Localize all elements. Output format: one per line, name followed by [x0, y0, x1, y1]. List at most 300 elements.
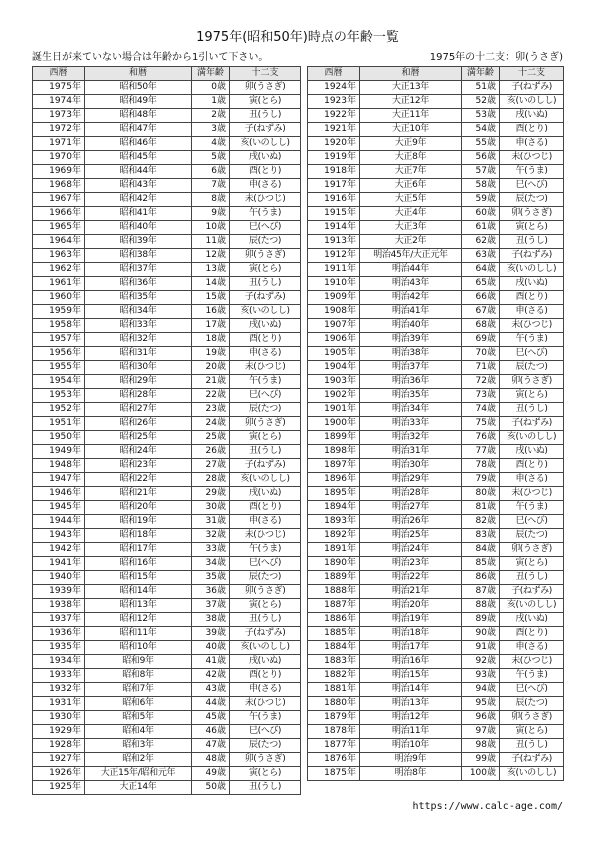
- cell-era: 昭和47年: [85, 123, 192, 137]
- table-row: [33, 431, 301, 445]
- cell-year: 1928年: [33, 739, 85, 753]
- table-row: [308, 585, 564, 599]
- cell-zodiac: 卯(うさぎ): [500, 543, 564, 557]
- cell-age: 67歳: [462, 305, 500, 319]
- cell-age: 9歳: [192, 207, 230, 221]
- cell-age: 61歳: [462, 221, 500, 235]
- cell-age: 69歳: [462, 333, 500, 347]
- table-row: [33, 109, 301, 123]
- header-zodiac: 十二支: [230, 67, 301, 81]
- cell-age: 44歳: [192, 697, 230, 711]
- cell-era: 昭和46年: [85, 137, 192, 151]
- cell-zodiac: 辰(たつ): [230, 739, 301, 753]
- cell-age: 20歳: [192, 361, 230, 375]
- cell-era: 昭和23年: [85, 459, 192, 473]
- table-row: [308, 277, 564, 291]
- cell-age: 60歳: [462, 207, 500, 221]
- cell-age: 42歳: [192, 669, 230, 683]
- cell-age: 2歳: [192, 109, 230, 123]
- cell-era: 昭和12年: [85, 613, 192, 627]
- cell-age: 51歳: [462, 81, 500, 95]
- cell-year: 1920年: [308, 137, 360, 151]
- cell-age: 94歳: [462, 683, 500, 697]
- cell-zodiac: 卯(うさぎ): [230, 249, 301, 263]
- cell-zodiac: 卯(うさぎ): [230, 585, 301, 599]
- table-row: [308, 529, 564, 543]
- cell-year: 1904年: [308, 361, 360, 375]
- table-row: [308, 291, 564, 305]
- cell-era: 明治11年: [360, 725, 462, 739]
- cell-era: 昭和34年: [85, 305, 192, 319]
- cell-year: 1897年: [308, 459, 360, 473]
- cell-age: 96歳: [462, 711, 500, 725]
- cell-era: 昭和4年: [85, 725, 192, 739]
- table-row: [33, 151, 301, 165]
- cell-era: 昭和35年: [85, 291, 192, 305]
- table-row: [308, 249, 564, 263]
- table-row: [33, 739, 301, 753]
- cell-zodiac: 子(ねずみ): [230, 291, 301, 305]
- cell-year: 1975年: [33, 81, 85, 95]
- cell-zodiac: 亥(いのしし): [230, 473, 301, 487]
- table-row: [308, 165, 564, 179]
- cell-age: 34歳: [192, 557, 230, 571]
- cell-zodiac: 卯(うさぎ): [500, 207, 564, 221]
- table-row: [33, 627, 301, 641]
- cell-age: 24歳: [192, 417, 230, 431]
- page-title: 1975年(昭和50年)時点の年齢一覧: [196, 30, 399, 45]
- header-era: 和暦: [85, 67, 192, 81]
- cell-age: 6歳: [192, 165, 230, 179]
- cell-age: 100歳: [462, 767, 500, 781]
- cell-era: 明治17年: [360, 641, 462, 655]
- table-row: [308, 193, 564, 207]
- cell-zodiac: 未(ひつじ): [500, 655, 564, 669]
- table-row: [308, 137, 564, 151]
- cell-era: 昭和6年: [85, 697, 192, 711]
- cell-year: 1877年: [308, 739, 360, 753]
- cell-year: 1901年: [308, 403, 360, 417]
- table-row: [308, 431, 564, 445]
- cell-zodiac: 戌(いぬ): [500, 277, 564, 291]
- table-row: [33, 613, 301, 627]
- cell-era: 明治42年: [360, 291, 462, 305]
- cell-year: 1926年: [33, 767, 85, 781]
- cell-age: 99歳: [462, 753, 500, 767]
- cell-age: 37歳: [192, 599, 230, 613]
- cell-zodiac: 卯(うさぎ): [500, 375, 564, 389]
- cell-era: 昭和18年: [85, 529, 192, 543]
- cell-era: 明治35年: [360, 389, 462, 403]
- cell-year: 1886年: [308, 613, 360, 627]
- cell-year: 1927年: [33, 753, 85, 767]
- cell-age: 41歳: [192, 655, 230, 669]
- table-row: [308, 123, 564, 137]
- table-row: [308, 697, 564, 711]
- cell-zodiac: 寅(とら): [230, 95, 301, 109]
- cell-year: 1883年: [308, 655, 360, 669]
- cell-era: 昭和37年: [85, 263, 192, 277]
- cell-year: 1974年: [33, 95, 85, 109]
- cell-era: 大正2年: [360, 235, 462, 249]
- cell-zodiac: 午(うま): [500, 501, 564, 515]
- cell-era: 大正5年: [360, 193, 462, 207]
- cell-zodiac: 巳(へび): [500, 515, 564, 529]
- cell-year: 1931年: [33, 697, 85, 711]
- cell-year: 1940年: [33, 571, 85, 585]
- cell-era: 昭和29年: [85, 375, 192, 389]
- cell-age: 46歳: [192, 725, 230, 739]
- cell-zodiac: 丑(うし): [500, 235, 564, 249]
- cell-year: 1961年: [33, 277, 85, 291]
- cell-age: 79歳: [462, 473, 500, 487]
- table-row: [308, 641, 564, 655]
- cell-era: 昭和17年: [85, 543, 192, 557]
- table-row: [308, 389, 564, 403]
- cell-era: 昭和39年: [85, 235, 192, 249]
- table-row: [33, 305, 301, 319]
- cell-zodiac: 巳(へび): [500, 683, 564, 697]
- cell-age: 23歳: [192, 403, 230, 417]
- cell-year: 1884年: [308, 641, 360, 655]
- table-row: [33, 459, 301, 473]
- cell-zodiac: 寅(とら): [230, 431, 301, 445]
- cell-year: 1921年: [308, 123, 360, 137]
- table-row: [308, 179, 564, 193]
- cell-zodiac: 戌(いぬ): [230, 655, 301, 669]
- cell-year: 1879年: [308, 711, 360, 725]
- cell-year: 1937年: [33, 613, 85, 627]
- cell-zodiac: 丑(うし): [500, 571, 564, 585]
- table-row: [308, 739, 564, 753]
- cell-era: 明治34年: [360, 403, 462, 417]
- cell-year: 1947年: [33, 473, 85, 487]
- cell-year: 1891年: [308, 543, 360, 557]
- cell-zodiac: 辰(たつ): [500, 529, 564, 543]
- cell-year: 1881年: [308, 683, 360, 697]
- table-row: [33, 585, 301, 599]
- cell-zodiac: 戌(いぬ): [230, 487, 301, 501]
- cell-zodiac: 亥(いのしし): [500, 95, 564, 109]
- cell-zodiac: 寅(とら): [230, 599, 301, 613]
- cell-year: 1880年: [308, 697, 360, 711]
- cell-era: 明治27年: [360, 501, 462, 515]
- cell-year: 1900年: [308, 417, 360, 431]
- table-row: [33, 375, 301, 389]
- cell-zodiac: 亥(いのしし): [500, 431, 564, 445]
- cell-year: 1930年: [33, 711, 85, 725]
- cell-year: 1918年: [308, 165, 360, 179]
- cell-era: 昭和42年: [85, 193, 192, 207]
- cell-zodiac: 辰(たつ): [230, 235, 301, 249]
- cell-age: 80歳: [462, 487, 500, 501]
- cell-era: 明治26年: [360, 515, 462, 529]
- cell-age: 52歳: [462, 95, 500, 109]
- cell-year: 1955年: [33, 361, 85, 375]
- cell-age: 86歳: [462, 571, 500, 585]
- cell-year: 1960年: [33, 291, 85, 305]
- cell-age: 17歳: [192, 319, 230, 333]
- cell-age: 29歳: [192, 487, 230, 501]
- cell-zodiac: 酉(とり): [230, 501, 301, 515]
- cell-age: 68歳: [462, 319, 500, 333]
- cell-zodiac: 申(さる): [230, 347, 301, 361]
- header-age: 満年齢: [462, 67, 500, 81]
- table-row: [33, 417, 301, 431]
- cell-age: 11歳: [192, 235, 230, 249]
- cell-age: 45歳: [192, 711, 230, 725]
- cell-zodiac: 卯(うさぎ): [230, 81, 301, 95]
- cell-zodiac: 寅(とら): [500, 725, 564, 739]
- cell-era: 明治24年: [360, 543, 462, 557]
- cell-age: 77歳: [462, 445, 500, 459]
- cell-year: 1915年: [308, 207, 360, 221]
- header-year: 西暦: [308, 67, 360, 81]
- cell-age: 1歳: [192, 95, 230, 109]
- cell-age: 28歳: [192, 473, 230, 487]
- cell-year: 1924年: [308, 81, 360, 95]
- cell-year: 1923年: [308, 95, 360, 109]
- table-row: [308, 767, 564, 781]
- cell-zodiac: 未(ひつじ): [230, 361, 301, 375]
- cell-year: 1887年: [308, 599, 360, 613]
- cell-age: 84歳: [462, 543, 500, 557]
- cell-year: 1951年: [33, 417, 85, 431]
- cell-year: 1936年: [33, 627, 85, 641]
- cell-age: 90歳: [462, 627, 500, 641]
- cell-year: 1954年: [33, 375, 85, 389]
- cell-age: 59歳: [462, 193, 500, 207]
- cell-age: 91歳: [462, 641, 500, 655]
- cell-year: 1909年: [308, 291, 360, 305]
- cell-year: 1959年: [33, 305, 85, 319]
- table-row: [308, 613, 564, 627]
- cell-year: 1917年: [308, 179, 360, 193]
- cell-era: 昭和11年: [85, 627, 192, 641]
- cell-year: 1957年: [33, 333, 85, 347]
- table-row: [33, 543, 301, 557]
- table-row: [308, 543, 564, 557]
- cell-zodiac: 午(うま): [230, 543, 301, 557]
- cell-age: 0歳: [192, 81, 230, 95]
- cell-year: 1971年: [33, 137, 85, 151]
- cell-year: 1894年: [308, 501, 360, 515]
- cell-era: 大正11年: [360, 109, 462, 123]
- cell-age: 39歳: [192, 627, 230, 641]
- cell-age: 73歳: [462, 389, 500, 403]
- cell-zodiac: 寅(とら): [500, 557, 564, 571]
- cell-zodiac: 酉(とり): [230, 333, 301, 347]
- cell-age: 98歳: [462, 739, 500, 753]
- cell-zodiac: 申(さる): [500, 641, 564, 655]
- cell-era: 昭和21年: [85, 487, 192, 501]
- cell-era: 昭和40年: [85, 221, 192, 235]
- cell-era: 大正14年: [85, 781, 192, 795]
- cell-year: 1902年: [308, 389, 360, 403]
- cell-age: 19歳: [192, 347, 230, 361]
- cell-era: 昭和26年: [85, 417, 192, 431]
- cell-zodiac: 申(さる): [500, 473, 564, 487]
- table-row: [33, 263, 301, 277]
- table-row: [308, 109, 564, 123]
- cell-zodiac: 申(さる): [500, 305, 564, 319]
- cell-zodiac: 巳(へび): [230, 389, 301, 403]
- cell-year: 1876年: [308, 753, 360, 767]
- cell-year: 1893年: [308, 515, 360, 529]
- table-row: [308, 347, 564, 361]
- cell-year: 1890年: [308, 557, 360, 571]
- cell-age: 57歳: [462, 165, 500, 179]
- header-era: 和暦: [360, 67, 462, 81]
- table-row: [308, 725, 564, 739]
- cell-age: 55歳: [462, 137, 500, 151]
- cell-year: 1903年: [308, 375, 360, 389]
- cell-zodiac: 申(さる): [230, 179, 301, 193]
- cell-era: 明治13年: [360, 697, 462, 711]
- table-row: [308, 753, 564, 767]
- cell-era: 明治44年: [360, 263, 462, 277]
- cell-age: 85歳: [462, 557, 500, 571]
- cell-age: 31歳: [192, 515, 230, 529]
- cell-age: 25歳: [192, 431, 230, 445]
- cell-zodiac: 申(さる): [500, 137, 564, 151]
- table-row: [308, 557, 564, 571]
- cell-zodiac: 午(うま): [500, 165, 564, 179]
- cell-zodiac: 戌(いぬ): [500, 613, 564, 627]
- cell-zodiac: 子(ねずみ): [230, 459, 301, 473]
- cell-zodiac: 申(さる): [230, 683, 301, 697]
- cell-year: 1933年: [33, 669, 85, 683]
- cell-era: 昭和31年: [85, 347, 192, 361]
- cell-age: 48歳: [192, 753, 230, 767]
- cell-zodiac: 未(ひつじ): [230, 529, 301, 543]
- cell-age: 16歳: [192, 305, 230, 319]
- cell-year: 1907年: [308, 319, 360, 333]
- cell-year: 1919年: [308, 151, 360, 165]
- cell-year: 1925年: [33, 781, 85, 795]
- cell-zodiac: 巳(へび): [230, 725, 301, 739]
- cell-era: 明治43年: [360, 277, 462, 291]
- cell-zodiac: 辰(たつ): [230, 403, 301, 417]
- cell-age: 40歳: [192, 641, 230, 655]
- table-row: [33, 487, 301, 501]
- cell-year: 1914年: [308, 221, 360, 235]
- cell-age: 62歳: [462, 235, 500, 249]
- cell-year: 1932年: [33, 683, 85, 697]
- table-row: [308, 683, 564, 697]
- cell-era: 昭和44年: [85, 165, 192, 179]
- cell-age: 49歳: [192, 767, 230, 781]
- table-row: [33, 165, 301, 179]
- table-row: [308, 305, 564, 319]
- cell-age: 72歳: [462, 375, 500, 389]
- cell-year: 1898年: [308, 445, 360, 459]
- cell-year: 1967年: [33, 193, 85, 207]
- table-row: [308, 655, 564, 669]
- cell-zodiac: 辰(たつ): [500, 361, 564, 375]
- cell-zodiac: 子(ねずみ): [500, 753, 564, 767]
- table-row: [308, 95, 564, 109]
- table-row: [33, 529, 301, 543]
- cell-zodiac: 卯(うさぎ): [230, 753, 301, 767]
- cell-zodiac: 辰(たつ): [500, 697, 564, 711]
- table-row: [33, 669, 301, 683]
- cell-zodiac: 丑(うし): [500, 403, 564, 417]
- table-row: [308, 221, 564, 235]
- cell-era: 昭和5年: [85, 711, 192, 725]
- table-row: [33, 81, 301, 95]
- table-row: [33, 641, 301, 655]
- table-row: [33, 319, 301, 333]
- cell-era: 大正4年: [360, 207, 462, 221]
- table-row: [308, 473, 564, 487]
- cell-era: 昭和28年: [85, 389, 192, 403]
- cell-year: 1965年: [33, 221, 85, 235]
- cell-zodiac: 丑(うし): [230, 277, 301, 291]
- cell-zodiac: 巳(へび): [230, 557, 301, 571]
- cell-year: 1962年: [33, 263, 85, 277]
- cell-zodiac: 未(ひつじ): [500, 487, 564, 501]
- cell-year: 1956年: [33, 347, 85, 361]
- cell-year: 1913年: [308, 235, 360, 249]
- cell-era: 昭和3年: [85, 739, 192, 753]
- cell-era: 昭和13年: [85, 599, 192, 613]
- table-header-row: [33, 67, 301, 81]
- cell-year: 1945年: [33, 501, 85, 515]
- cell-year: 1973年: [33, 109, 85, 123]
- cell-era: 大正3年: [360, 221, 462, 235]
- cell-era: 昭和32年: [85, 333, 192, 347]
- cell-zodiac: 子(ねずみ): [230, 627, 301, 641]
- table-row: [33, 515, 301, 529]
- table-row: [308, 515, 564, 529]
- cell-era: 明治15年: [360, 669, 462, 683]
- cell-zodiac: 酉(とり): [500, 459, 564, 473]
- cell-age: 92歳: [462, 655, 500, 669]
- cell-zodiac: 卯(うさぎ): [230, 417, 301, 431]
- cell-era: 明治39年: [360, 333, 462, 347]
- cell-era: 大正13年: [360, 81, 462, 95]
- cell-era: 明治8年: [360, 767, 462, 781]
- cell-year: 1889年: [308, 571, 360, 585]
- cell-zodiac: 戌(いぬ): [230, 319, 301, 333]
- table-row: [33, 123, 301, 137]
- table-row: [308, 375, 564, 389]
- cell-zodiac: 酉(とり): [230, 669, 301, 683]
- age-table-right: [307, 66, 564, 781]
- cell-age: 66歳: [462, 291, 500, 305]
- cell-zodiac: 卯(うさぎ): [500, 711, 564, 725]
- cell-year: 1952年: [33, 403, 85, 417]
- cell-era: 大正7年: [360, 165, 462, 179]
- table-row: [33, 193, 301, 207]
- cell-age: 70歳: [462, 347, 500, 361]
- age-table-left: [32, 66, 301, 795]
- cell-year: 1943年: [33, 529, 85, 543]
- cell-year: 1908年: [308, 305, 360, 319]
- cell-zodiac: 酉(とり): [500, 123, 564, 137]
- table-row: [308, 627, 564, 641]
- cell-era: 明治10年: [360, 739, 462, 753]
- cell-age: 58歳: [462, 179, 500, 193]
- cell-year: 1953年: [33, 389, 85, 403]
- cell-zodiac: 子(ねずみ): [500, 249, 564, 263]
- cell-year: 1892年: [308, 529, 360, 543]
- cell-age: 81歳: [462, 501, 500, 515]
- cell-age: 76歳: [462, 431, 500, 445]
- cell-year: 1922年: [308, 109, 360, 123]
- cell-era: 昭和24年: [85, 445, 192, 459]
